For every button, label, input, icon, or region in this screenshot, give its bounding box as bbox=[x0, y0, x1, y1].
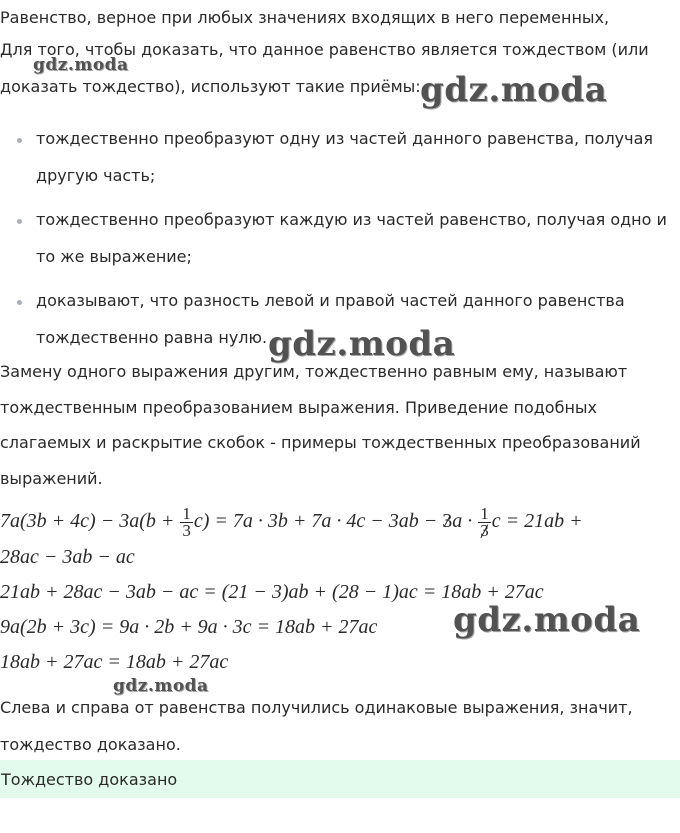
fraction-denominator-cancelled: 3 bbox=[480, 521, 489, 540]
equation-3-text: 9a(2b + 3c) = 9a · 2b + 9a · 3c = 18ab + 27ac bbox=[0, 616, 378, 638]
fraction-denominator: 3 bbox=[182, 521, 191, 540]
list-item-line: тождественно преобразуют одну из частей данного равенства, получая bbox=[36, 129, 654, 148]
equation-3 bbox=[0, 615, 377, 639]
fraction-numerator: 1 bbox=[182, 504, 191, 523]
conclusion-line-2: тождество доказано. bbox=[0, 735, 181, 754]
equation-4-text: 18ab + 27ac = 18ab + 27ac bbox=[0, 651, 229, 673]
intro-line-3: доказать тождество), используют такие приёмы: bbox=[0, 77, 421, 96]
cancelled-digit: 3 bbox=[442, 510, 453, 533]
equation-2-text: 21ab + 28ac − 3ab − ac = (21 − 3)ab + (28 − 1)ac = 18ab + 27ac bbox=[0, 581, 544, 603]
fraction-one-third bbox=[180, 506, 193, 539]
equation-1-part-a: 7a(3b + 4c) − 3a(b + bbox=[0, 510, 180, 533]
equation-1-part-c: a · bbox=[452, 510, 478, 533]
watermark-logo: gdz.moda bbox=[113, 676, 209, 696]
conclusion-line-1: Слева и справа от равенства получились одинаковые выражения, значит, bbox=[0, 698, 633, 717]
equation-1-part-d: c = 21ab + bbox=[491, 510, 583, 533]
equation-1-part-b: c) = 7a · 3b + 7a · 4c − 3ab − bbox=[193, 510, 443, 533]
result-text: Тождество доказано bbox=[1, 770, 178, 789]
equation-1-tail: 28ac − 3ab − ac bbox=[0, 546, 135, 568]
definition-line-4: выражений. bbox=[0, 469, 103, 488]
bullet-dot-icon bbox=[17, 138, 22, 143]
bullet-dot-icon bbox=[17, 300, 22, 305]
watermark-logo: gdz.moda bbox=[268, 324, 456, 364]
result-banner bbox=[0, 760, 680, 798]
fraction-one-third-cancelled bbox=[478, 506, 491, 539]
bullet-dot-icon bbox=[17, 219, 22, 224]
fraction-numerator: 1 bbox=[480, 504, 489, 523]
watermark-logo: gdz.moda bbox=[453, 600, 641, 640]
watermark-logo: gdz.moda bbox=[33, 55, 129, 75]
watermark-logo: gdz.moda bbox=[420, 70, 608, 110]
list-item-line: тождественно равна нулю. bbox=[36, 328, 268, 347]
intro-line-1: Равенство, верное при любых значениях входящих в него переменных, bbox=[0, 8, 610, 27]
list-item-line: то же выражение; bbox=[36, 247, 192, 266]
definition-line-3: слагаемых и раскрытие скобок - примеры тождественных преобразований bbox=[0, 433, 641, 452]
intro-line-2: Для того, чтобы доказать, что данное равенство является тождеством (или bbox=[0, 40, 649, 59]
equation-1-continued bbox=[0, 545, 135, 569]
equation-4 bbox=[0, 650, 228, 674]
definition-line-2: тождественным преобразованием выражения. Приведение подобных bbox=[0, 398, 598, 417]
list-item-line: тождественно преобразуют каждую из частей равенство, получая одно и bbox=[36, 210, 667, 229]
equation-1 bbox=[0, 506, 583, 539]
definition-line-1: Замену одного выражения другим, тождественно равным ему, называют bbox=[0, 362, 628, 381]
list-item-line: другую часть; bbox=[36, 166, 156, 185]
list-item-line: доказывают, что разность левой и правой частей данного равенства bbox=[36, 291, 625, 310]
